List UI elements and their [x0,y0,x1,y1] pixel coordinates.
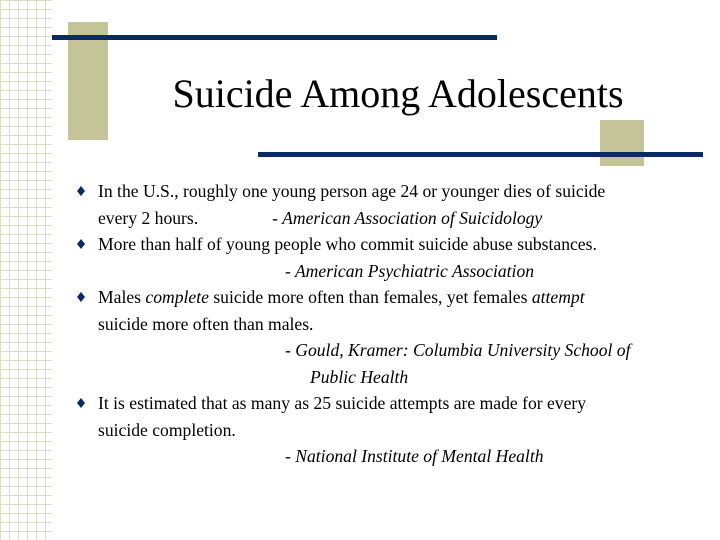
bullet-emphasis-complete: complete [145,287,209,307]
bullet-item-4 [76,390,691,470]
decorative-grid-strip [0,0,52,540]
bullet-item-1 [76,178,691,231]
bullet-citation-line2: Public Health [310,366,409,387]
diamond-bullet-icon [76,396,86,410]
bullet-citation-line1: - Gould, Kramer: Columbia University School of [285,340,631,360]
bullet-emphasis-attempt: attempt [531,287,585,307]
bullet-text-line2: every 2 hours. [98,207,199,228]
diamond-bullet-icon [76,184,86,198]
bullet-text-part1: Males [98,287,146,307]
bullet-item-2 [76,231,691,284]
bullet-item-3 [76,284,691,390]
bullet-text: More than half of young people who commit suicide abuse substances. [98,234,597,254]
bullet-text-line2: suicide more often than males. [98,313,314,334]
bullet-text-line2: suicide completion. [98,419,236,440]
bullet-citation: - American Association of Suicidology [272,207,543,228]
bullet-citation: - American Psychiatric Association [285,260,535,281]
bullet-text-line1: In the U.S., roughly one young person age 24 or younger dies of suicide [98,181,606,201]
bullet-text-line1: It is estimated that as many as 25 suicide attempts are made for every [98,393,587,413]
decorative-olive-block-right [600,120,644,166]
bullet-text-part2: suicide more often than females, yet females [208,287,532,307]
decorative-navy-bar-bottom [258,152,703,157]
slide-title: Suicide Among Adolescents [172,71,624,116]
diamond-bullet-icon [76,290,86,304]
bullet-list [76,178,691,470]
diamond-bullet-icon [76,237,86,251]
bullet-citation: - National Institute of Mental Health [285,446,544,466]
decorative-navy-bar-top [52,35,497,40]
